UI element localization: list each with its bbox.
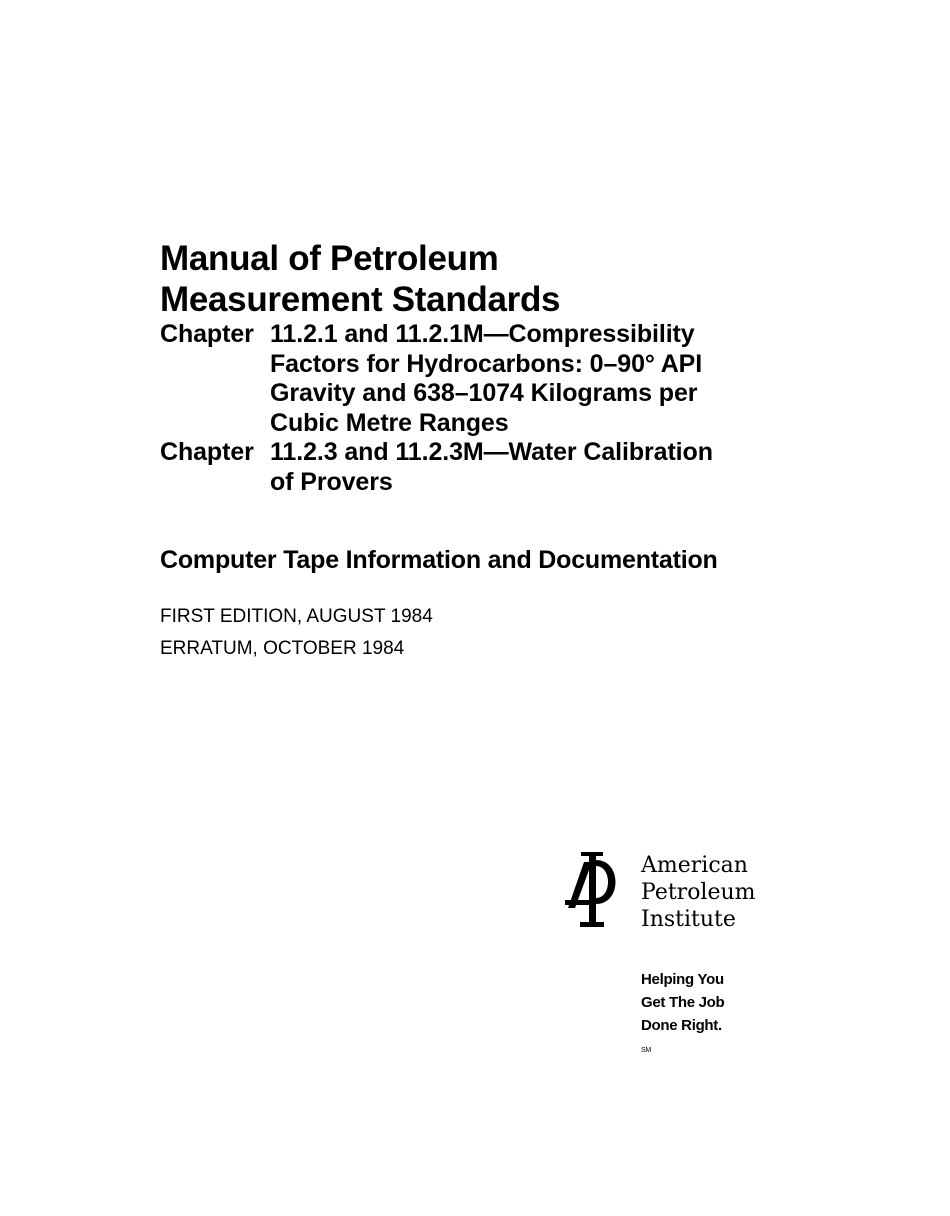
slogan-line — [641, 1014, 724, 1060]
slogan-line-text: Done Right. — [641, 1017, 722, 1034]
chapter-title-line: 11.2.1 and 11.2.1M—Compressibility — [270, 320, 695, 348]
chapter-11-2-1 — [160, 320, 860, 438]
publisher-name — [641, 852, 756, 933]
title-line-2: Measurement Standards — [160, 280, 561, 319]
chapter-label: Chapter — [160, 320, 254, 348]
chapter-title — [270, 320, 860, 438]
chapter-title-line: Gravity and 638–1074 Kilograms per — [270, 379, 698, 407]
title-line-1: Manual of Petroleum — [160, 239, 499, 278]
api-logo-icon — [562, 850, 624, 930]
slogan-line: Get The Job — [641, 994, 725, 1011]
title-block — [160, 238, 860, 497]
chapter-title-line: of Provers — [270, 467, 393, 496]
chapter-title-line: Cubic Metre Ranges — [270, 408, 509, 437]
chapter-title-line: Factors for Hydrocarbons: 0–90° API — [270, 349, 703, 378]
chapter-title — [270, 438, 860, 497]
edition-statement: FIRST EDITION, AUGUST 1984 — [160, 606, 433, 627]
document-subtitle: Computer Tape Information and Documentation — [160, 546, 718, 574]
publisher-name-line: Institute — [641, 907, 736, 932]
publisher-slogan — [641, 968, 724, 1060]
chapter-label: Chapter — [160, 438, 254, 466]
service-mark: SM — [641, 1047, 651, 1054]
document-title — [160, 238, 860, 320]
publisher-name-line: American — [641, 853, 748, 878]
chapter-11-2-3 — [160, 438, 860, 497]
erratum-statement: ERRATUM, OCTOBER 1984 — [160, 638, 405, 659]
chapter-title-line: 11.2.3 and 11.2.3M—Water Calibration — [270, 438, 713, 466]
publisher-name-line: Petroleum — [641, 880, 756, 905]
slogan-line: Helping You — [641, 971, 724, 988]
